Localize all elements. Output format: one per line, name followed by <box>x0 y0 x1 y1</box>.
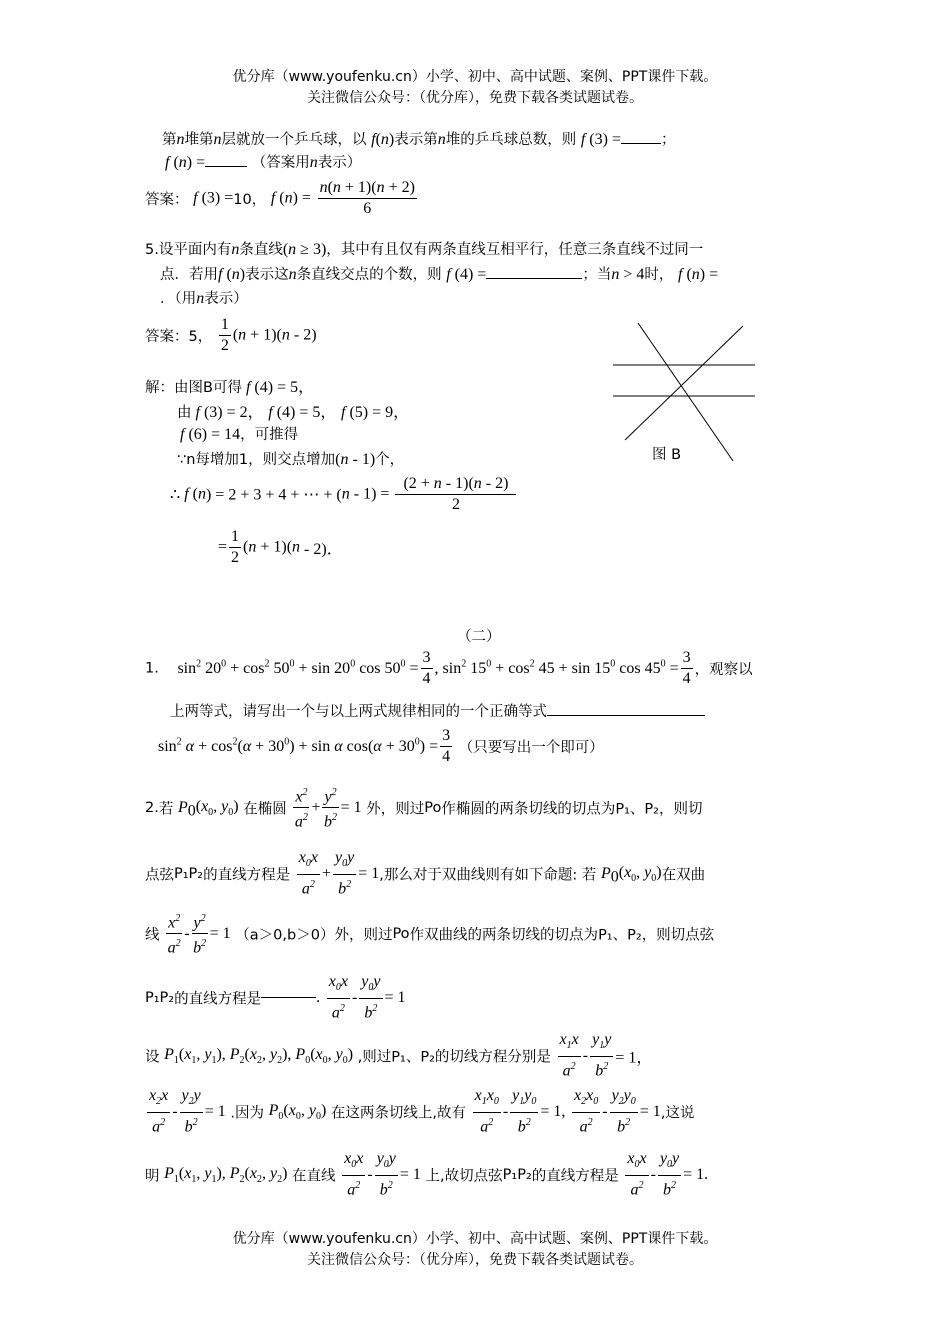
transversal-line-2 <box>625 326 743 440</box>
q2-line-2: 点弦P₁P₂的直线方程是 $\frac{x_0x}{a^2}$ + $\frac{y_0y}{b^2}$ = 1,那么对于双曲线则有如下命题: 若 $P_0(x_0$, $y_0$)在双曲 <box>145 849 706 898</box>
q1-line-2: 上两等式，请写出一个与以上两式规律相同的一个正确等式 <box>170 700 705 721</box>
q1-answer: $\sin^2 \alpha + \cos^2(\alpha + 30^0) + \sin \alpha$ $\cos(\alpha + 30^0)$ = $\frac{3}{4}$ （只要写出一个即可） <box>158 727 604 765</box>
q5-solution-2: 由 f (3) = 2， f (4) = 5， f (5) = 9， <box>177 404 410 421</box>
p4-line-2: f (n) = （答案用n表示） <box>165 154 362 171</box>
q5-solution-3: f (6) = 14，可推得 <box>180 426 299 443</box>
figure-b-diagram <box>605 318 770 468</box>
p4-answer: 答案： f (3) =10， f (n) = $\frac{n(n + 1)(n + 2)}{6}$ <box>145 179 415 217</box>
q5-solution-1: 解：由图B可得 f (4) = 5， <box>145 379 315 396</box>
footer-line-1: 优分库（www.youfenku.cn）小学、初中、高中试题、案例、PPT课件下载。 <box>232 1231 718 1247</box>
q5-solution-4: ∵n每增加1，则交点增加(n - 1)个， <box>177 451 405 468</box>
q5-solution-6: = $\frac{1}{2}$ (n + 1)(n - 2)． <box>218 528 343 566</box>
transversal-line-1 <box>638 323 733 461</box>
q1-line-1: 1. $\sin^2 20^0 + \cos^2 50^0 + \sin 20^0$ $\cos 50^0$ = $\frac{3}{4}$ , $\sin^2 15^0 + \cos^2 45 + \sin 15^0$ $\cos 45^0$ = $\frac{3}{4}$ ，观察以 <box>145 649 753 687</box>
q5-solution-5: ∴ f (n) = 2 + 3 + 4 + ⋯ + (n - 1) = $\frac{(2 + n - 1)(n - 2)}{2}$ <box>170 474 518 515</box>
section-2-title: （二） <box>457 629 501 645</box>
q2-line-1: 2.若 $P_0(x_0$, $y_0$) 在椭圆 $\frac{x^2}{a^2}$ + $\frac{y^2}{b^2}$ = 1 外，则过Po作椭圆的两条切线的切点为P₁、P₂，则切 <box>145 783 702 833</box>
q5-line-3: ．（用n表示） <box>160 290 248 307</box>
q2-line-6: $\frac{x_2x}{a^2}$ - $\frac{y_2y}{b^2}$ = 1 .因为 $P_0(x_0$, $y_0$) 在这两条切线上,故有 $\frac{x_1x_0}{a^2}$ - $\frac{y_1y_0}{b^2}$ = 1, $\frac{x_2x_0}{a^2}$ - $\frac{y_2y_0}{b^2}$ = 1,这说 <box>149 1087 695 1136</box>
q2-line-7: 明 $P_1(x_1$, $y_1$), $P_2(x_2$, $y_2$) 在直线 $\frac{x_0x}{a^2}$ - $\frac{y_0y}{b^2}$ = 1 上,故切点弦P₁P₂的直线方程是 $\frac{x_0x}{a^2}$ - $\frac{y_0y}{b^2}$ = 1. <box>145 1150 709 1199</box>
figure-b-label: 图 B <box>652 447 682 463</box>
q2-line-5: 设 $P_1(x_1$, $y_1$), $P_2(x_2$, $y_2$), $P_0(x_0$, $y_0$) ,则过P₁、P₂的切线方程分别是 $\frac{x_1x}{a^2}$ - $\frac{y_1y}{b^2}$ = 1， <box>145 1031 653 1080</box>
q2-line-4: P₁P₂的直线方程是 . $\frac{x_0x}{a^2}$ - $\frac{y_0y}{b^2}$ = 1 <box>145 973 406 1022</box>
p4-line-1: 第n堆第n层就放一个乒乓球，以 f(n)表示第n堆的乒乓球总数，则 f (3) = ； <box>162 131 676 148</box>
q5-line-2: 点．若用f (n)表示这n条直线交点的个数，则 f (4) = ；当n > 4时， f (n) = <box>160 266 719 283</box>
header-line-2: 关注微信公众号：（优分库），免费下载各类试题试卷。 <box>307 90 643 106</box>
q5-answer: 答案：5， $\frac{1}{2}$ (n + 1)(n - 2) <box>145 316 317 354</box>
q5-line-1: 5.设平面内有n条直线(n ≥ 3)，其中有且仅有两条直线互相平行，任意三条直线不过同一 <box>145 241 704 258</box>
footer-line-2: 关注微信公众号：（优分库），免费下载各类试题试卷。 <box>307 1252 643 1268</box>
q2-line-3: 线 $\frac{x^2}{a^2}$ - $\frac{y^2}{b^2}$ = 1 （a＞0,b＞0）外，则过Po作双曲线的两条切线的切点为P₁、P₂，则切点弦 <box>145 909 714 959</box>
header-line-1: 优分库（www.youfenku.cn）小学、初中、高中试题、案例、PPT课件下载。 <box>232 69 718 85</box>
